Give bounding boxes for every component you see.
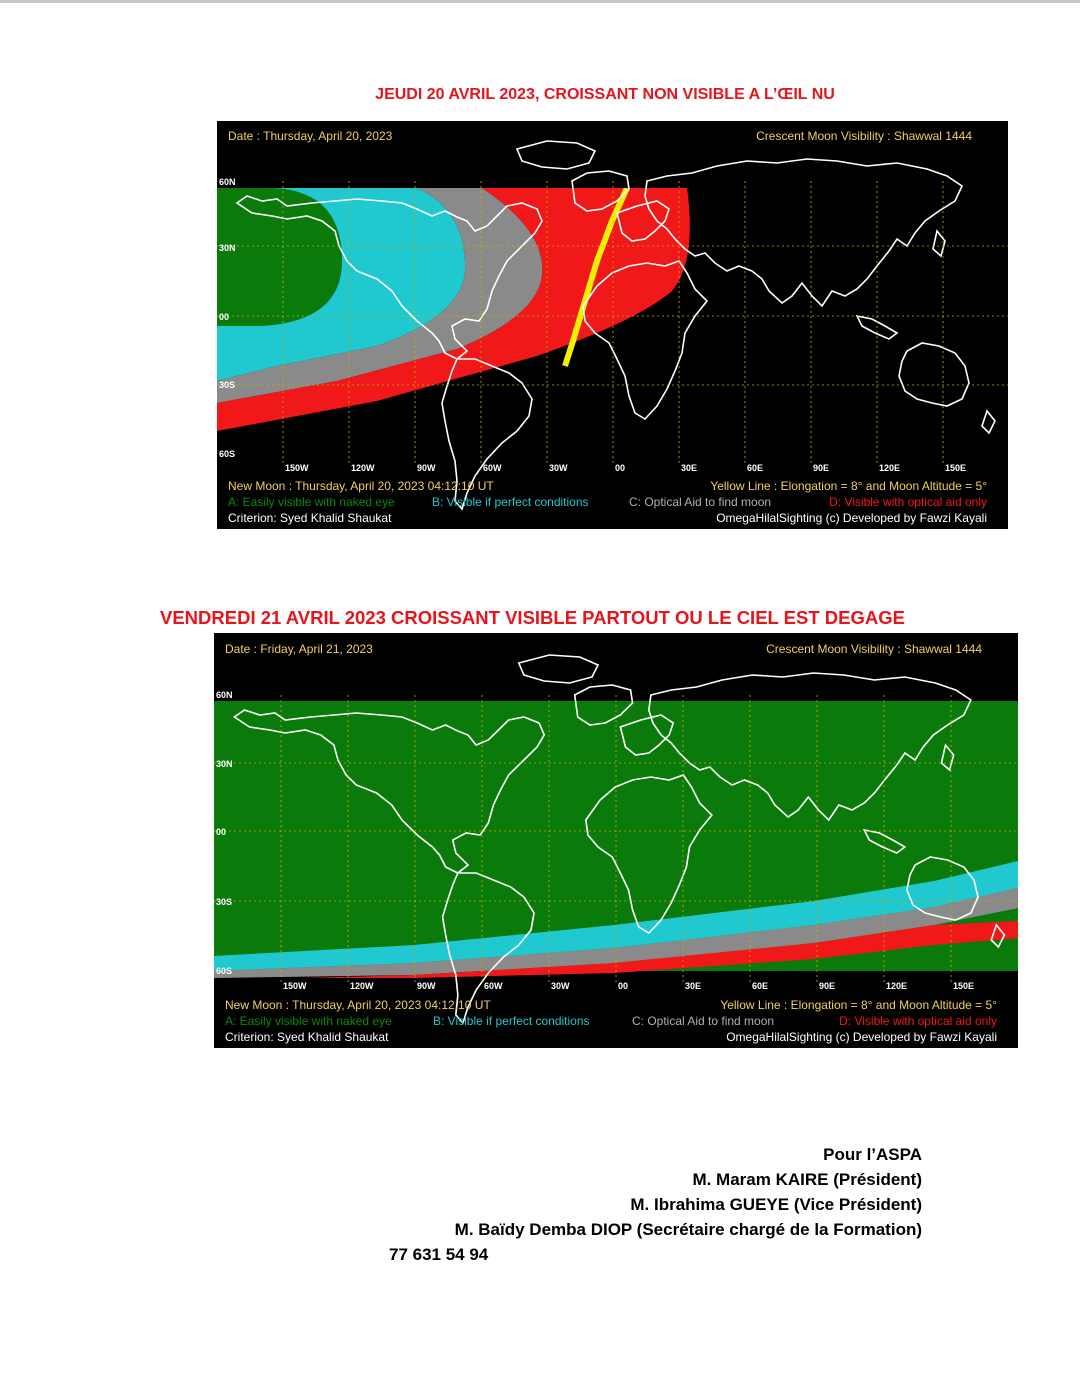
lon-label: 60W [483,463,502,473]
lat-label: 30S [216,897,233,907]
lon-label: 120E [886,981,908,991]
criterion: Criterion: Syed Khalid Shaukat [225,1030,389,1044]
new-moon-info: New Moon : Thursday, April 20, 2023 04:12:10 UT [225,998,491,1012]
lat-label: 60N [216,690,233,700]
map-day2-svg [214,633,1018,1048]
lon-label: 120E [879,463,901,473]
heading-day1: JEUDI 20 AVRIL 2023, CROISSANT NON VISIBLE A L’ŒIL NU [375,86,835,103]
lon-label: 90E [813,463,830,473]
map-day1-svg [217,121,1008,529]
lon-label: 90W [417,981,436,991]
legend-a: A: Easily visible with naked eye [228,495,395,509]
visibility-map-day1 [217,121,1008,529]
lat-label: 30N [219,243,236,253]
lon-label: 60E [752,981,769,991]
legend-a: A: Easily visible with naked eye [225,1014,392,1028]
lon-label: 60E [747,463,764,473]
lat-label: 30S [219,380,236,390]
lon-label: 150W [285,463,309,473]
yellow-line-info: Yellow Line : Elongation = 8° and Moon Altitude = 5° [720,998,997,1012]
signature-line-4: M. Baïdy Demba DIOP (Secrétaire chargé de la Formation) [454,1220,922,1239]
map-date: Date : Friday, April 21, 2023 [225,642,373,656]
lat-label: 00 [219,312,230,322]
phone-number: 77 631 54 94 [389,1245,489,1264]
top-border [0,0,1080,3]
signature-line-3: M. Ibrahima GUEYE (Vice Président) [630,1195,922,1214]
lat-label: 60N [219,177,236,187]
lon-label: 60W [484,981,503,991]
credit: OmegaHilalSighting (c) Developed by Fawzi Kayali [726,1030,997,1044]
lon-label: 150E [945,463,967,473]
lon-label: 00 [618,981,629,991]
lon-label: 30E [685,981,702,991]
lon-label: 90W [417,463,436,473]
map-visibility-title: Crescent Moon Visibility : Shawwal 1444 [766,642,982,656]
lon-label: 30E [681,463,698,473]
map-date: Date : Thursday, April 20, 2023 [228,129,393,143]
new-moon-info: New Moon : Thursday, April 20, 2023 04:12:10 UT [228,479,494,493]
zone-a-green [217,188,342,326]
lat-label: 30N [216,759,233,769]
lon-label: 30W [549,463,568,473]
lon-label: 30W [551,981,570,991]
lat-label: 60S [216,966,233,976]
map-visibility-title: Crescent Moon Visibility : Shawwal 1444 [756,129,972,143]
lon-label: 00 [615,463,626,473]
lon-label: 150E [953,981,975,991]
legend-b: B: Visible if perfect conditions [432,495,589,509]
signature-line-2: M. Maram KAIRE (Président) [692,1170,922,1189]
lon-label: 150W [283,981,307,991]
legend-c: C: Optical Aid to find moon [632,1014,775,1028]
signature-line-1: Pour l’ASPA [823,1145,922,1164]
legend-d: D: Visible with optical aid only [839,1014,997,1028]
lon-label: 120W [351,463,375,473]
visibility-map-day2 [214,633,1018,1048]
legend-c: C: Optical Aid to find moon [629,495,772,509]
legend-b: B: Visible if perfect conditions [433,1014,590,1028]
heading-day2: VENDREDI 21 AVRIL 2023 CROISSANT VISIBLE PARTOUT OU LE CIEL EST DEGAGE [160,607,905,628]
legend-d: D: Visible with optical aid only [829,495,987,509]
lon-label: 90E [819,981,836,991]
lon-label: 120W [350,981,374,991]
criterion: Criterion: Syed Khalid Shaukat [228,511,392,525]
lat-label: 00 [216,827,227,837]
yellow-line-info: Yellow Line : Elongation = 8° and Moon Altitude = 5° [710,479,987,493]
lat-label: 60S [219,449,236,459]
credit: OmegaHilalSighting (c) Developed by Fawzi Kayali [716,511,987,525]
